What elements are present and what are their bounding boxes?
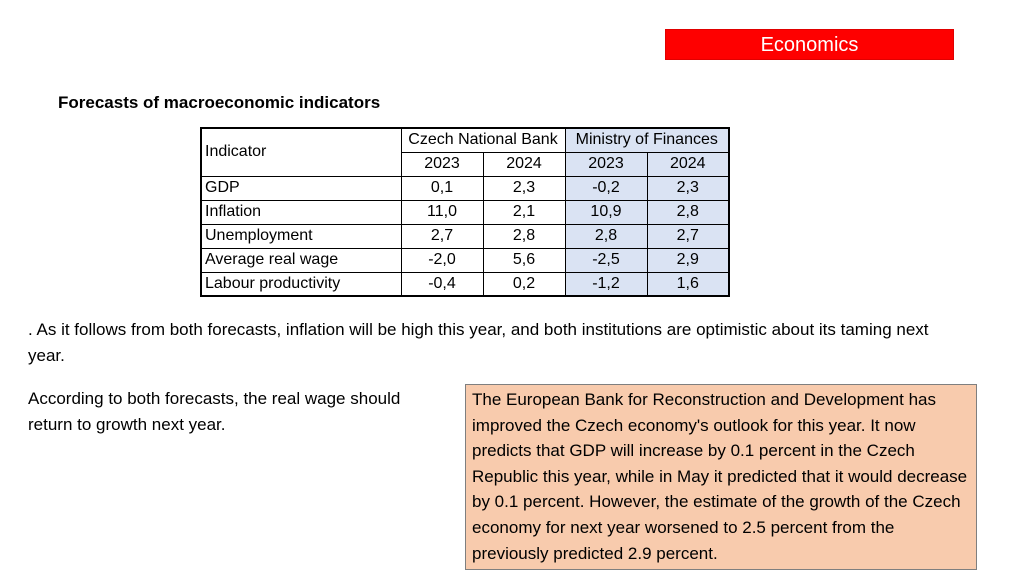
year-cell: 2024 [483, 152, 565, 176]
real-wage-note: According to both forecasts, the real wage should return to growth next year. [28, 389, 401, 434]
value-cell: -0,2 [565, 176, 647, 200]
table-header-row [201, 128, 729, 152]
value-cell: 0,2 [483, 272, 565, 296]
value-cell: 2,9 [647, 248, 729, 272]
indicator-name: Labour productivity [201, 272, 401, 296]
value-cell: 2,1 [483, 200, 565, 224]
value-cell: -0,4 [401, 272, 483, 296]
indicator-name: Unemployment [201, 224, 401, 248]
indicator-header: Indicator [201, 128, 401, 176]
value-cell: 2,8 [565, 224, 647, 248]
value-cell: 11,0 [401, 200, 483, 224]
year-cell: 2023 [401, 152, 483, 176]
indicator-name: Inflation [201, 200, 401, 224]
table-row [201, 200, 729, 224]
value-cell: 5,6 [483, 248, 565, 272]
value-cell: 2,8 [647, 200, 729, 224]
table-row [201, 248, 729, 272]
cnb-header: Czech National Bank [401, 128, 565, 152]
summary-paragraph: . As it follows from both forecasts, inflation will be high this year, and both institutions are optimistic about its taming next year. [28, 320, 929, 365]
mof-header: Ministry of Finances [565, 128, 729, 152]
indicator-name: Average real wage [201, 248, 401, 272]
economics-badge: Economics [665, 29, 954, 60]
section-title: Forecasts of macroeconomic indicators [58, 93, 381, 112]
table-row [201, 176, 729, 200]
value-cell: 0,1 [401, 176, 483, 200]
table-row [201, 272, 729, 296]
table-row [201, 224, 729, 248]
value-cell: 10,9 [565, 200, 647, 224]
value-cell: -2,5 [565, 248, 647, 272]
year-cell: 2023 [565, 152, 647, 176]
value-cell: 2,8 [483, 224, 565, 248]
value-cell: -1,2 [565, 272, 647, 296]
value-cell: -2,0 [401, 248, 483, 272]
value-cell: 1,6 [647, 272, 729, 296]
value-cell: 2,7 [401, 224, 483, 248]
value-cell: 2,3 [483, 176, 565, 200]
ebrd-callout: The European Bank for Reconstruction and Development has improved the Czech economy's outlook for this year. It now predicts that GDP will increase by 0.1 percent in the Czech Republic this year, while in May it predicted that it would decrease by 0.1 percent. However, the estimate of the growth of the Czech economy for next year worsened to 2.5 percent from the previously predicted 2.9 percent. [465, 384, 977, 570]
indicator-name: GDP [201, 176, 401, 200]
value-cell: 2,3 [647, 176, 729, 200]
value-cell: 2,7 [647, 224, 729, 248]
forecast-table [200, 127, 730, 297]
year-cell: 2024 [647, 152, 729, 176]
